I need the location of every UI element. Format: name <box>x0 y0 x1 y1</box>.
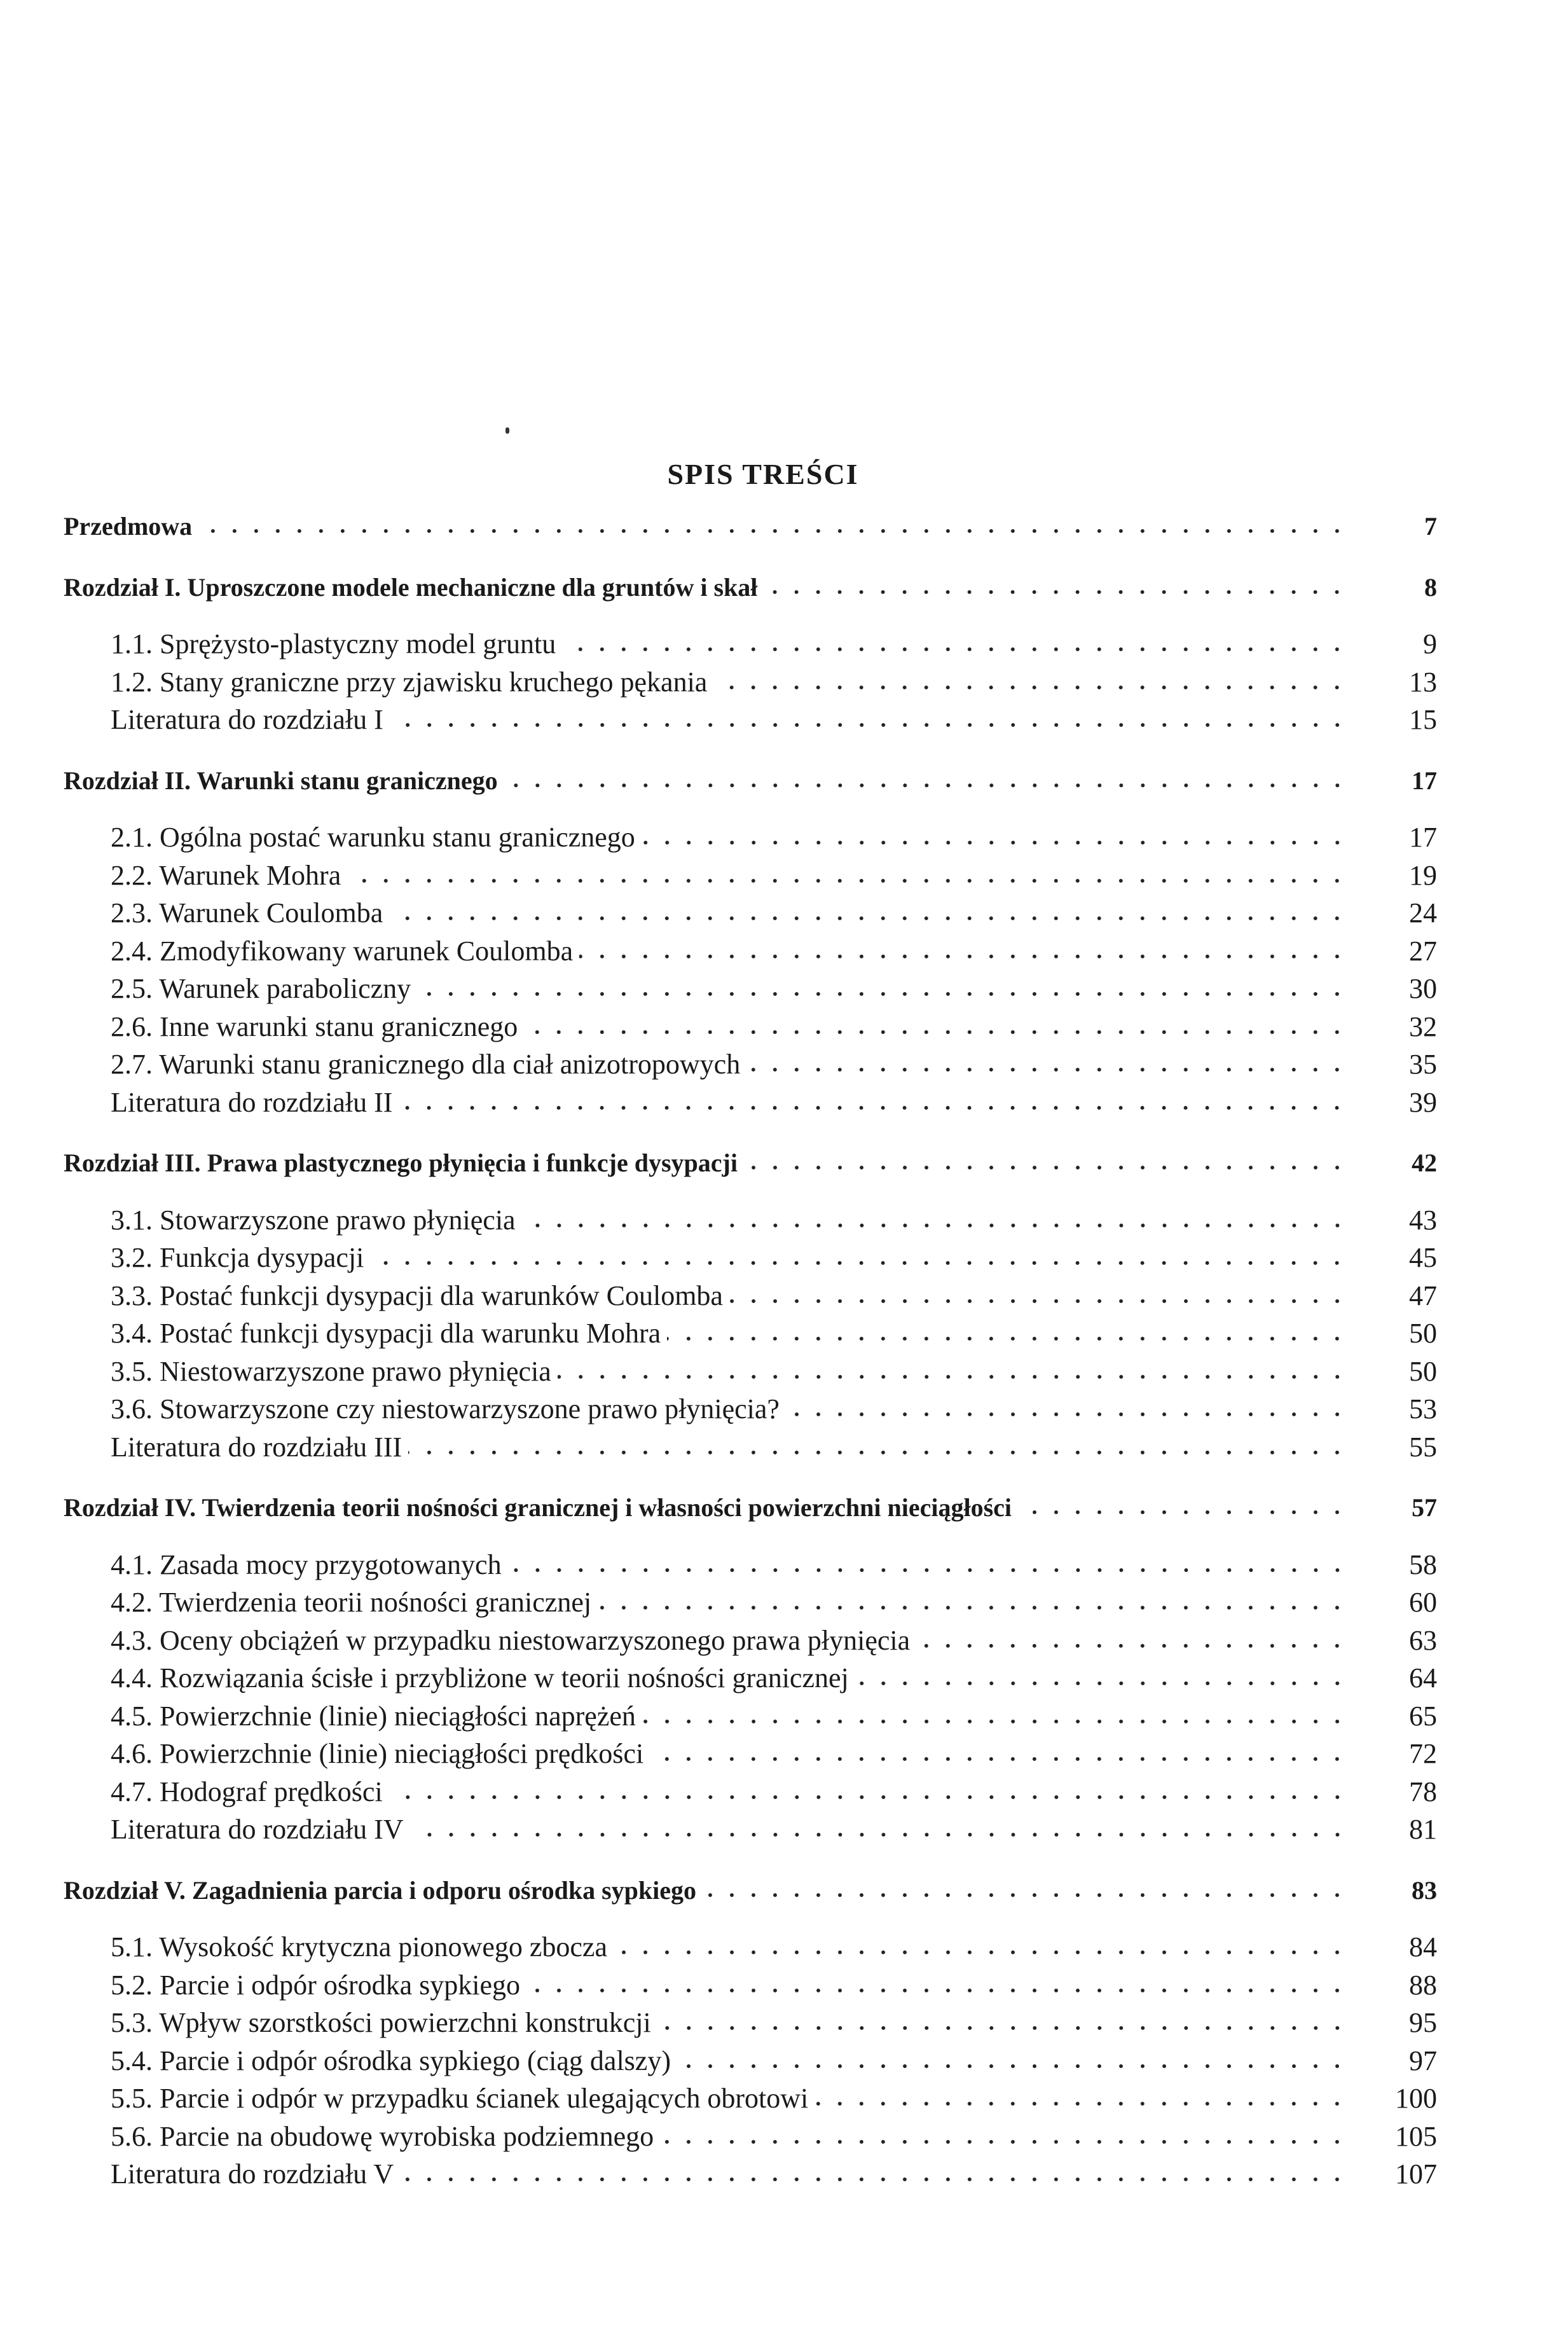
entry-page-number: 81 <box>1409 1814 1437 1845</box>
entry-page-number: 35 <box>1409 1049 1437 1080</box>
dot-leader <box>408 1449 1348 1456</box>
entry-title: Przedmowa <box>64 512 193 541</box>
toc-section-entry <box>64 1314 1437 1353</box>
entry-page-number: 45 <box>1409 1242 1437 1273</box>
toc-section-entry <box>64 701 1437 739</box>
entry-title: Literatura do rozdziału IV <box>111 1814 404 1845</box>
entry-page-number: 105 <box>1395 2120 1437 2152</box>
entry-title: 4.2. Twierdzenia teorii nośności granicznej <box>111 1587 592 1618</box>
toc-section-entry <box>64 1277 1437 1315</box>
entry-page-number: 47 <box>1409 1280 1437 1311</box>
entry-title: 3.3. Postać funkcji dysypacji dla warunków Coulomba <box>111 1280 723 1311</box>
dot-leader <box>677 2062 1348 2070</box>
toc-section-entry <box>64 1546 1437 1584</box>
dot-leader <box>389 914 1348 922</box>
toc-section-entry <box>64 2042 1437 2080</box>
toc-section-entry <box>64 894 1437 932</box>
dot-leader <box>916 1642 1348 1650</box>
dot-leader <box>713 684 1348 691</box>
entry-title: 4.6. Powierzchnie (linie) nieciągłości prędkości <box>111 1738 644 1769</box>
dot-leader <box>1018 1508 1348 1516</box>
entry-title: 5.4. Parcie i odpór ośrodka sypkiego (ciąg dalszy) <box>111 2045 671 2076</box>
entry-title: Literatura do rozdziału V <box>111 2158 394 2190</box>
dot-leader <box>522 1222 1348 1229</box>
entry-title: 1.2. Stany graniczne przy zjawisku kruchego pękania <box>111 666 708 698</box>
entry-page-number: 43 <box>1409 1204 1437 1236</box>
toc-section-entry <box>64 2118 1437 2156</box>
toc-chapter-entry <box>64 569 1437 607</box>
toc-section-entry <box>64 2080 1437 2118</box>
toc-chapter-entry <box>64 1489 1437 1527</box>
entry-title: Rozdział II. Warunki stanu granicznego <box>64 766 498 795</box>
dot-leader <box>524 1028 1348 1036</box>
dot-leader <box>703 1891 1348 1899</box>
entry-title: 2.5. Warunek paraboliczny <box>111 973 411 1004</box>
toc-section-entry <box>64 1084 1437 1122</box>
entry-title: 5.2. Parcie i odpór ośrodka sypkiego <box>111 1969 520 2001</box>
dot-leader <box>399 1104 1348 1112</box>
toc-section-entry <box>64 1239 1437 1277</box>
toc-section-entry <box>64 1201 1437 1239</box>
toc-section-entry <box>64 1735 1437 1773</box>
entry-title: 4.7. Hodograf prędkości <box>111 1776 383 1807</box>
entry-page-number: 65 <box>1409 1700 1437 1732</box>
toc-section-entry <box>64 818 1437 857</box>
entry-title: 2.3. Warunek Coulomba <box>111 897 383 928</box>
entry-page-number: 7 <box>1424 512 1437 541</box>
toc-chapter-entry <box>64 1144 1437 1182</box>
entry-page-number: 83 <box>1412 1875 1437 1905</box>
toc-section-entry <box>64 1697 1437 1735</box>
toc-section-entry <box>64 970 1437 1008</box>
entry-page-number: 78 <box>1409 1776 1437 1807</box>
entry-title: 2.4. Zmodyfikowany warunek Coulomba <box>111 935 574 967</box>
entry-page-number: 32 <box>1409 1011 1437 1042</box>
entry-page-number: 88 <box>1409 1969 1437 2001</box>
entry-title: 2.6. Inne warunki stanu granicznego <box>111 1011 518 1042</box>
dot-leader <box>508 1566 1348 1574</box>
entry-page-number: 53 <box>1409 1393 1437 1425</box>
dot-leader <box>417 990 1348 998</box>
dot-leader <box>729 1297 1348 1305</box>
entry-title: Rozdział IV. Twierdzenia teorii nośności granicznej i własności powierzchni nieciągłości <box>64 1493 1012 1522</box>
entry-title: Rozdział I. Uproszczone modele mechaniczne dla gruntów i skał <box>64 572 758 602</box>
entry-title: 3.4. Postać funkcji dysypacji dla warunku Mohra <box>111 1318 661 1349</box>
entry-title: 5.1. Wysokość krytyczna pionowego zbocza <box>111 1931 607 1963</box>
toc-chapter-entry <box>64 1872 1437 1910</box>
dot-leader <box>198 527 1348 535</box>
dot-leader <box>558 1373 1348 1381</box>
toc-section-entry <box>64 857 1437 895</box>
toc-chapter-entry <box>64 762 1437 800</box>
dot-leader <box>347 877 1348 885</box>
toc-section-entry <box>64 2155 1437 2193</box>
entry-page-number: 64 <box>1409 1662 1437 1694</box>
table-of-contents <box>64 507 1437 2193</box>
entry-title: 3.5. Niestowarzyszone prawo płynięcia <box>111 1355 551 1387</box>
entry-title: 5.5. Parcie i odpór w przypadku ścianek ulegających obrotowi <box>111 2083 809 2114</box>
dot-leader <box>562 645 1348 653</box>
entry-page-number: 107 <box>1395 2158 1437 2190</box>
dot-leader <box>370 1259 1348 1267</box>
entry-title: 2.2. Warunek Mohra <box>111 859 341 891</box>
entry-page-number: 50 <box>1409 1355 1437 1387</box>
toc-section-entry <box>64 1390 1437 1428</box>
entry-page-number: 60 <box>1409 1587 1437 1618</box>
entry-page-number: 100 <box>1395 2083 1437 2114</box>
entry-page-number: 95 <box>1409 2007 1437 2038</box>
entry-title: 4.3. Oceny obciążeń w przypadku niestowarzyszonego prawa płynięcia <box>111 1624 911 1656</box>
entry-page-number: 63 <box>1409 1624 1437 1656</box>
toc-section-entry <box>64 1966 1437 2004</box>
toc-section-entry <box>64 932 1437 970</box>
entry-title: 2.1. Ogólna postać warunku stanu granicznego <box>111 822 635 853</box>
toc-section-entry <box>64 2004 1437 2042</box>
entry-title: 4.1. Zasada mocy przygotowanych <box>111 1549 502 1580</box>
entry-page-number: 84 <box>1409 1931 1437 1963</box>
entry-page-number: 24 <box>1409 897 1437 928</box>
dot-leader <box>855 1680 1348 1687</box>
entry-page-number: 55 <box>1409 1431 1437 1463</box>
toc-section-entry <box>64 1428 1437 1466</box>
entry-title: 3.1. Stowarzyszone prawo płynięcia <box>111 1204 516 1236</box>
toc-section-entry <box>64 1773 1437 1811</box>
toc-section-entry <box>64 1045 1437 1084</box>
entry-page-number: 17 <box>1412 766 1437 795</box>
entry-title: 5.6. Parcie na obudowę wyrobiska podziemnego <box>111 2120 654 2152</box>
entry-title: 4.4. Rozwiązania ścisłe i przybliżone w teorii nośności granicznej <box>111 1662 849 1694</box>
entry-page-number: 17 <box>1409 822 1437 853</box>
toc-section-entry <box>64 1622 1437 1660</box>
toc-section-entry <box>64 1353 1437 1391</box>
toc-section-entry <box>64 625 1437 663</box>
scan-speck <box>505 427 509 434</box>
entry-title: 4.5. Powierzchnie (linie) nieciągłości naprężeń <box>111 1700 636 1732</box>
toc-section-entry <box>64 1928 1437 1966</box>
entry-page-number: 9 <box>1423 628 1437 659</box>
dot-leader <box>400 2176 1348 2183</box>
dot-leader <box>642 1718 1348 1725</box>
entry-page-number: 8 <box>1424 572 1437 602</box>
dot-leader <box>579 953 1348 960</box>
dot-leader <box>389 1793 1348 1801</box>
entry-title: 2.7. Warunki stanu granicznego dla ciał anizotropowych <box>111 1049 741 1080</box>
entry-title: Literatura do rozdziału III <box>111 1431 402 1463</box>
dot-leader <box>786 1411 1348 1418</box>
entry-page-number: 19 <box>1409 859 1437 891</box>
entry-page-number: 72 <box>1409 1738 1437 1769</box>
dot-leader <box>815 2100 1348 2108</box>
dot-leader <box>650 1755 1348 1763</box>
entry-page-number: 57 <box>1412 1493 1437 1522</box>
dot-leader <box>614 1949 1348 1956</box>
dot-leader <box>667 1335 1348 1342</box>
dot-leader <box>504 782 1348 789</box>
toc-section-entry <box>64 1811 1437 1849</box>
dot-leader <box>410 1831 1348 1839</box>
dot-leader <box>642 839 1348 846</box>
dot-leader <box>764 588 1348 596</box>
entry-page-number: 58 <box>1409 1549 1437 1580</box>
entry-title: Rozdział III. Prawa plastycznego płynięcia i funkcje dysypacji <box>64 1149 738 1177</box>
entry-title: 3.6. Stowarzyszone czy niestowarzyszone prawo płynięcia? <box>111 1393 780 1425</box>
entry-page-number: 15 <box>1409 704 1437 735</box>
toc-section-entry <box>64 1659 1437 1697</box>
entry-page-number: 27 <box>1409 935 1437 967</box>
entry-title: Literatura do rozdziału I <box>111 704 383 735</box>
entry-page-number: 97 <box>1409 2045 1437 2076</box>
dot-leader <box>660 2138 1348 2146</box>
entry-title: Literatura do rozdziału II <box>111 1086 393 1118</box>
page-title: SPIS TREŚCI <box>667 457 859 490</box>
entry-title: Rozdział V. Zagadnienia parcia i odporu ośrodka sypkiego <box>64 1875 697 1905</box>
toc-section-entry <box>64 1583 1437 1622</box>
dot-leader <box>598 1604 1348 1611</box>
toc-section-entry <box>64 1008 1437 1046</box>
entry-page-number: 30 <box>1409 973 1437 1004</box>
toc-chapter-entry <box>64 507 1437 546</box>
entry-page-number: 39 <box>1409 1086 1437 1118</box>
dot-leader <box>744 1164 1348 1171</box>
entry-title: 3.2. Funkcja dysypacji <box>111 1242 364 1273</box>
entry-page-number: 50 <box>1409 1318 1437 1349</box>
dot-leader <box>390 721 1348 729</box>
entry-page-number: 13 <box>1409 666 1437 698</box>
entry-title: 1.1. Sprężysto-plastyczny model gruntu <box>111 628 556 659</box>
entry-page-number: 42 <box>1412 1149 1437 1177</box>
entry-title: 5.3. Wpływ szorstkości powierzchni konstrukcji <box>111 2007 651 2038</box>
dot-leader <box>657 2024 1348 2032</box>
toc-section-entry <box>64 663 1437 701</box>
dot-leader <box>746 1066 1348 1073</box>
dot-leader <box>526 1987 1348 1994</box>
